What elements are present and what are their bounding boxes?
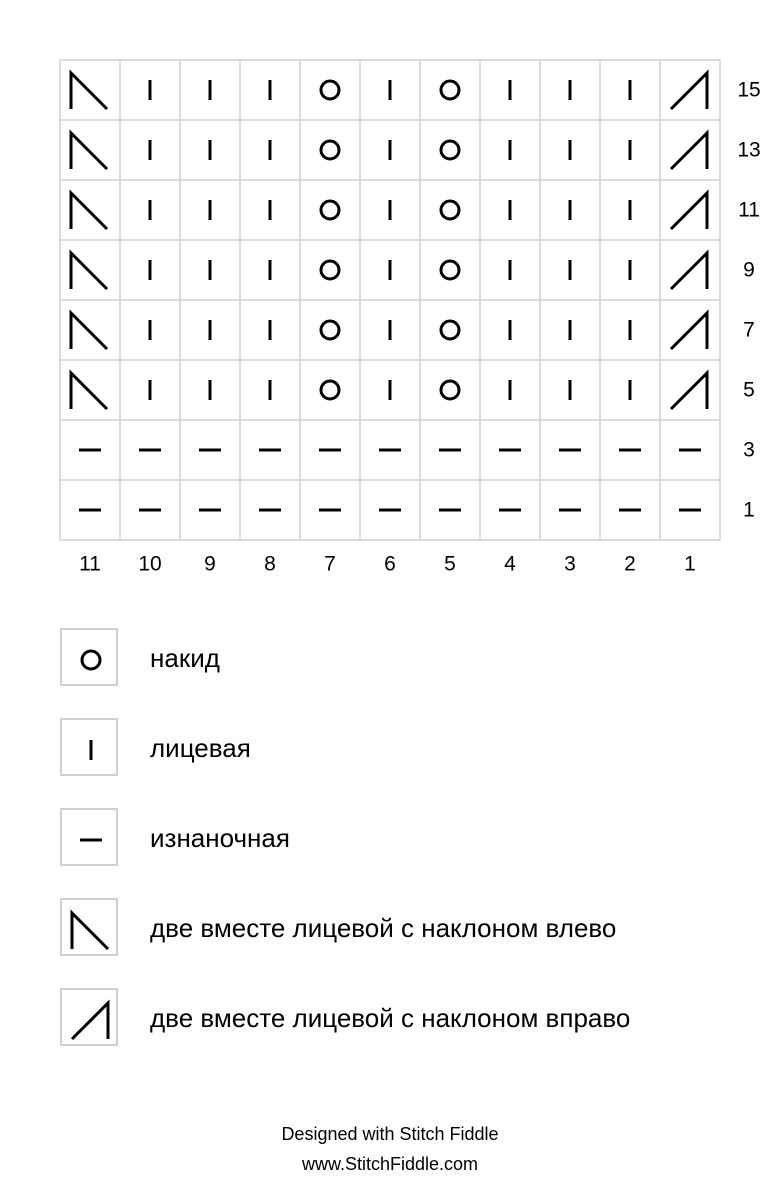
column-number-label: 9	[204, 552, 216, 576]
column-number-label: 6	[384, 552, 396, 576]
footer-credit: Designed with Stitch Fiddle	[281, 1124, 499, 1144]
legend-item-right-slant	[60, 988, 760, 1050]
column-number-label: 4	[504, 552, 516, 576]
row-number-label: 11	[738, 198, 760, 222]
yarn-over-symbol	[441, 381, 459, 399]
footer-url: www.StitchFiddle.com	[301, 1154, 479, 1174]
yarn-over-symbol	[321, 141, 339, 159]
row-number-label: 9	[743, 258, 755, 282]
right-slant-decrease-symbol	[671, 73, 707, 109]
left-slant-decrease-symbol	[71, 73, 107, 109]
row-number-label: 13	[737, 138, 761, 162]
column-number-label: 7	[324, 552, 336, 576]
yarn-over-symbol	[441, 321, 459, 339]
column-number-label: 11	[79, 552, 101, 576]
yarn-over-symbol	[441, 141, 459, 159]
legend-label: две вместе лицевой с наклоном влево	[150, 913, 617, 943]
yarn-over-symbol	[441, 81, 459, 99]
column-number-label: 2	[624, 552, 636, 576]
left-slant-decrease-symbol	[71, 253, 107, 289]
row-number-label: 5	[743, 378, 755, 402]
column-number-label: 3	[564, 552, 576, 576]
column-number-label: 8	[264, 552, 276, 576]
right-slant-decrease-icon	[60, 988, 118, 1046]
right-slant-decrease-symbol	[671, 193, 707, 229]
yarn-over-symbol	[321, 381, 339, 399]
legend-item-knit	[60, 718, 760, 780]
legend-label: изнаночная	[150, 823, 290, 853]
column-number-label: 10	[138, 552, 162, 576]
legend-label: накид	[150, 643, 220, 673]
legend-label: лицевая	[150, 733, 251, 763]
right-slant-decrease-symbol	[671, 253, 707, 289]
row-number-label: 1	[743, 498, 755, 522]
left-slant-decrease-symbol	[71, 133, 107, 169]
legend-item-yarn-over	[60, 628, 760, 690]
legend-item-purl	[60, 808, 760, 870]
yarn-over-symbol	[441, 261, 459, 279]
row-number-label: 3	[743, 438, 755, 462]
right-slant-decrease-symbol	[671, 373, 707, 409]
yarn-over-symbol	[321, 261, 339, 279]
left-slant-decrease-icon	[60, 898, 118, 956]
knit-vertical-bar-icon	[60, 718, 118, 776]
column-number-label: 1	[684, 552, 696, 576]
yarn-over-symbol	[321, 81, 339, 99]
yarn-over-symbol	[441, 201, 459, 219]
yarn-over-symbol	[321, 321, 339, 339]
right-slant-decrease-symbol	[671, 133, 707, 169]
yarn-over-circle-icon	[60, 628, 118, 686]
purl-dash-icon	[60, 808, 118, 866]
row-number-label: 7	[743, 318, 755, 342]
yarn-over-symbol	[321, 201, 339, 219]
left-slant-decrease-symbol	[71, 193, 107, 229]
row-number-label: 15	[737, 78, 761, 102]
left-slant-decrease-symbol	[71, 313, 107, 349]
legend-label: две вместе лицевой с наклоном вправо	[150, 1003, 631, 1033]
legend-item-left-slant	[60, 898, 760, 960]
left-slant-decrease-symbol	[71, 373, 107, 409]
column-number-label: 5	[444, 552, 456, 576]
right-slant-decrease-symbol	[671, 313, 707, 349]
